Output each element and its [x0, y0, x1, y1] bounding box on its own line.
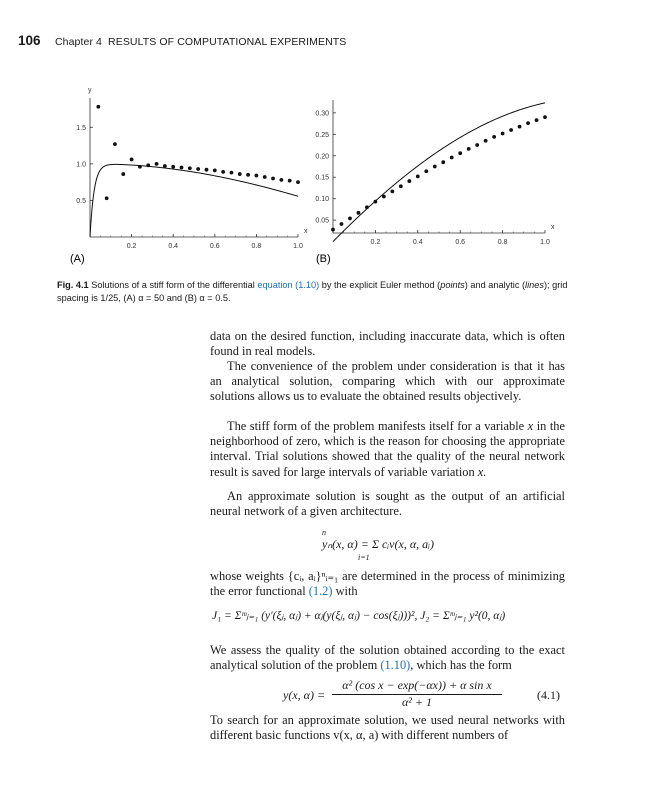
- y-tick-label: 0.15: [315, 174, 329, 182]
- euler-point: [407, 179, 411, 183]
- figure-4-1: [0, 0, 648, 275]
- euler-point: [348, 217, 352, 221]
- euler-point: [416, 174, 420, 178]
- euler-point: [390, 189, 394, 193]
- x-axis-label: x: [304, 228, 308, 235]
- euler-point: [492, 135, 496, 139]
- euler-point: [279, 178, 283, 182]
- euler-point: [138, 165, 142, 169]
- y-tick-label: 0.25: [315, 131, 329, 139]
- x-tick-label: 0.4: [168, 243, 179, 250]
- var-x: x: [527, 419, 534, 433]
- euler-point: [238, 172, 242, 176]
- paragraph-6-text: , which has the form: [410, 658, 512, 673]
- paragraph-1: data on the desired function, including inaccurate data, which is often found in real models.: [210, 329, 565, 359]
- equation-functional: J₁ = Σᵐⱼ₌₁ (y′(ξⱼ, αⱼ) + αⱼ(y(ξⱼ, αⱼ) − cos(ξⱼ)))², J₂ = Σᵐⱼ₌₁ y²(0, αⱼ): [212, 610, 506, 622]
- euler-point: [526, 121, 530, 125]
- euler-point: [255, 174, 259, 178]
- euler-point: [424, 169, 428, 173]
- x-tick-label: 0.6: [209, 243, 220, 250]
- equation-link-1-10[interactable]: (1.10): [380, 658, 411, 673]
- euler-point: [246, 173, 250, 177]
- paragraph-3-text: The stiff form of the problem manifests itself for a variable: [227, 419, 528, 433]
- equation-exact-numerator: α² (cos x − exp(−αx)) + α sin x: [332, 678, 502, 695]
- panel-a-chart: [76, 87, 308, 250]
- euler-point: [357, 211, 361, 215]
- euler-point: [105, 196, 109, 200]
- y-tick-label: 1.5: [76, 124, 86, 132]
- chapter-label: Chapter 4: [54, 36, 102, 48]
- page-number: 106: [18, 33, 41, 48]
- y-tick-label: 0.30: [315, 110, 329, 118]
- euler-point: [509, 128, 513, 132]
- euler-point: [263, 175, 267, 179]
- euler-point: [96, 105, 100, 109]
- paragraph-2: The convenience of the problem under consideration is that it has an analytical solution, comparing which with our approximate solutions allows us to evaluate the obtained results objectively.: [210, 359, 565, 404]
- analytic-line: [333, 103, 545, 242]
- panel-b-label: (B): [316, 253, 331, 265]
- caption-text: ); grid spacing is 1/25, (A) α = 50 and (B) α = 0.5.: [57, 280, 568, 303]
- paragraph-4: An approximate solution is sought as the output of an artificial neural network of a given architecture.: [210, 489, 565, 519]
- euler-point: [441, 160, 445, 164]
- euler-point: [484, 139, 488, 143]
- euler-point: [399, 184, 403, 188]
- paragraph-6-text: We assess the quality of the solution obtained according to the exact analytical solution of the problem: [210, 643, 565, 673]
- x-tick-label: 0.2: [370, 239, 381, 246]
- euler-point: [340, 222, 344, 226]
- chapter-title: RESULTS OF COMPUTATIONAL EXPERIMENTS: [108, 36, 347, 48]
- equation-yn: yₙ(x, α) = Σ cᵢv(x, α, aᵢ): [322, 537, 435, 551]
- y-tick-label: 0.10: [315, 196, 329, 204]
- euler-point: [130, 158, 134, 162]
- x-tick-label: 0.8: [251, 243, 262, 250]
- panel-a-label: (A): [70, 253, 85, 265]
- euler-point: [382, 195, 386, 199]
- euler-point: [535, 118, 539, 122]
- euler-point: [296, 180, 300, 184]
- sum-lower-limit: i=1: [358, 553, 370, 562]
- equation-exact-lhs: y(x, α) =: [283, 688, 326, 702]
- sum-upper-limit: n: [322, 528, 326, 537]
- caption-text: by the explicit Euler method (: [321, 280, 441, 290]
- analytic-line: [90, 164, 298, 237]
- euler-point: [230, 171, 234, 175]
- euler-point: [467, 147, 471, 151]
- euler-point: [188, 166, 192, 170]
- paragraph-3: [210, 419, 565, 480]
- euler-point: [475, 143, 479, 147]
- y-tick-label: 0.5: [76, 197, 86, 205]
- euler-point: [155, 162, 159, 166]
- x-tick-label: 1.0: [293, 243, 303, 250]
- paragraph-5-text: whose weights {cᵢ, aᵢ}ⁿᵢ₌₁ are determined in the process of minimizing the error functional: [210, 569, 565, 599]
- euler-point: [501, 132, 505, 136]
- x-tick-label: 0.6: [455, 239, 466, 246]
- euler-point: [450, 156, 454, 160]
- equation-link-1-2[interactable]: (1.2): [308, 584, 333, 599]
- euler-point: [146, 163, 150, 167]
- euler-point: [288, 179, 292, 183]
- paragraph-5: [210, 569, 565, 599]
- var-x: x.: [477, 464, 487, 479]
- euler-point: [458, 151, 462, 155]
- euler-point: [374, 200, 378, 204]
- caption-equation-link[interactable]: equation (1.10): [257, 280, 320, 290]
- euler-point: [196, 167, 200, 171]
- euler-point: [213, 169, 217, 173]
- x-tick-label: 1.0: [540, 239, 550, 246]
- caption-text: Solutions of a stiff form of the differential: [91, 280, 255, 290]
- euler-point: [271, 177, 275, 181]
- euler-point: [543, 115, 547, 119]
- caption-points: points: [440, 280, 465, 290]
- equation-exact-denominator: α² + 1: [402, 695, 432, 709]
- y-axis-label: y: [88, 87, 92, 94]
- euler-point: [121, 172, 125, 176]
- paragraph-3-text: in the neighborhood of zero, which is the reason for choosing the appropriate interval. Trial solutions showed that the quality of the neural network result is saved for large intervals of variable variation: [210, 419, 565, 479]
- euler-point: [205, 168, 209, 172]
- euler-point: [365, 205, 369, 209]
- euler-point: [180, 166, 184, 170]
- x-tick-label: 0.2: [126, 243, 137, 250]
- euler-point: [221, 170, 225, 174]
- y-tick-label: 0.05: [315, 217, 329, 225]
- euler-point: [518, 125, 522, 129]
- paragraph-7: To search for an approximate solution, we used neural networks with different basic functions v(x, α, a) with different numbers of: [210, 713, 565, 743]
- caption-lines: lines: [525, 280, 544, 290]
- caption-text: ) and analytic (: [464, 280, 526, 290]
- euler-point: [331, 228, 335, 232]
- euler-point: [171, 165, 175, 169]
- panel-b-chart: [315, 100, 555, 246]
- paragraph-5-text: with: [332, 584, 358, 599]
- euler-point: [433, 165, 437, 169]
- caption-figure-number: Fig. 4.1: [57, 280, 89, 290]
- x-tick-label: 0.4: [412, 239, 423, 246]
- x-axis-label: x: [551, 224, 555, 231]
- y-tick-label: 1.0: [76, 161, 86, 169]
- figure-caption: [57, 279, 577, 305]
- y-tick-label: 0.20: [315, 153, 329, 161]
- euler-point: [163, 164, 167, 168]
- x-tick-label: 0.8: [497, 239, 508, 246]
- euler-point: [113, 142, 117, 146]
- paragraph-6: [210, 643, 565, 673]
- equation-number: (4.1): [537, 688, 560, 702]
